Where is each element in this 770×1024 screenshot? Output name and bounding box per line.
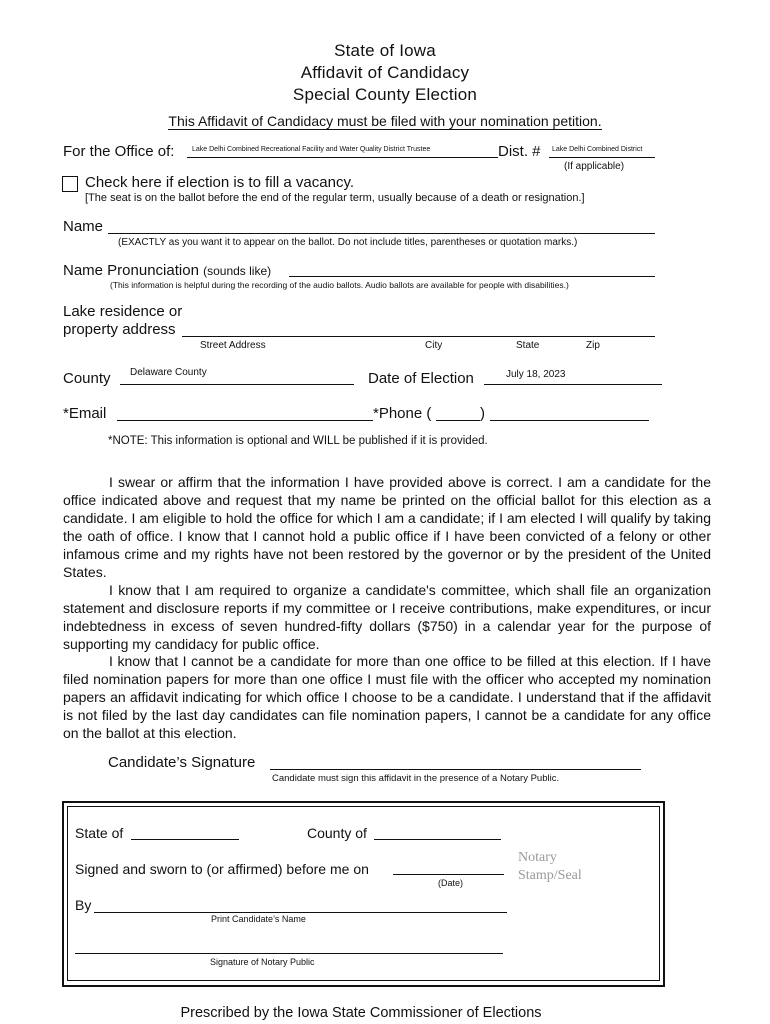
sworn-date-note: (Date) [438, 878, 464, 888]
address-col-city: City [425, 340, 443, 351]
address-col-zip: Zip [586, 340, 600, 351]
form-title-state: State of Iowa [334, 41, 436, 60]
print-candidate-name-field[interactable] [94, 912, 507, 913]
phone-label: *Phone ( [373, 405, 432, 422]
pronunciation-field[interactable] [289, 276, 655, 277]
oath-paragraph-1: I swear or affirm that the information I have provided above is correct. I am a candidate for the office indicated above and request that my name be printed on the official ballot for this election as a candidate. I am eligible to hold the office for which I am a candidate; if I am elected I will qualify by taking the oath of office. I know that I cannot hold a public office if I have been convicted of a felony or other infamous crime and my rights have not been restored by the governor or by the president of the United States. [63, 474, 711, 580]
vacancy-note: [The seat is on the ballot before the end of the regular term, usually because of a death or resignation.] [85, 192, 585, 204]
district-label: Dist. # [498, 143, 541, 160]
vacancy-checkbox[interactable] [62, 176, 78, 192]
name-label: Name [63, 218, 104, 235]
notary-state-label: State of [75, 825, 124, 841]
address-label-line1: Lake residence or [63, 303, 183, 320]
print-name-note: Print Candidate’s Name [211, 914, 306, 924]
name-field[interactable] [108, 233, 655, 234]
filing-instruction: This Affidavit of Candidacy must be filed with your nomination petition. [168, 113, 602, 129]
county-field[interactable]: Delaware County [130, 367, 207, 378]
election-date-line [484, 384, 662, 385]
address-label-line2: property address [63, 321, 176, 338]
pronunciation-note: (This information is helpful during the recording of the audio ballots. Audio ballots are available for people with disabilities.) [110, 280, 569, 290]
election-date-label: Date of Election [368, 370, 474, 387]
phone-paren-close: ) [480, 405, 485, 422]
signature-note: Candidate must sign this affidavit in the presence of a Notary Public. [272, 773, 560, 784]
phone-number-field[interactable] [490, 420, 649, 421]
candidate-signature-field[interactable] [270, 769, 641, 770]
notary-county-label: County of [307, 825, 367, 841]
district-field[interactable]: Lake Delhi Combined District [552, 146, 643, 153]
office-field[interactable]: Lake Delhi Combined Recreational Facility and Water Quality District Trustee [192, 146, 431, 153]
address-field[interactable] [182, 336, 655, 337]
form-title-affidavit: Affidavit of Candidacy [300, 63, 470, 82]
sworn-date-field[interactable] [393, 874, 504, 875]
county-label: County [63, 370, 111, 387]
by-label: By [75, 897, 92, 913]
email-label: *Email [63, 405, 107, 422]
address-col-state: State [516, 340, 540, 351]
signature-label: Candidate’s Signature [108, 754, 256, 771]
notary-signature-field[interactable] [75, 953, 503, 954]
notary-seal-placeholder: Notary Stamp/Seal [518, 850, 582, 883]
office-label: For the Office of: [63, 143, 175, 160]
notary-county-field[interactable] [374, 839, 501, 840]
office-field-line [187, 157, 498, 158]
address-col-street: Street Address [200, 340, 266, 351]
notary-signature-note: Signature of Notary Public [210, 957, 315, 967]
email-field[interactable] [117, 420, 373, 421]
notary-state-field[interactable] [131, 839, 239, 840]
phone-area-code-field[interactable] [436, 420, 480, 421]
sworn-label: Signed and sworn to (or affirmed) before me on [75, 861, 369, 877]
form-title-election: Special County Election [292, 85, 478, 104]
oath-paragraph-2: I know that I am required to organize a candidate's committee, which shall file an organization statement and disclosure reports if my committee or I receive contributions, make expenditures, or incur indebtedness in excess of seven hundred-fifty dollars ($750) in a calendar year for the purpose of supporting my candidacy for public office. [63, 582, 711, 652]
election-date-field[interactable]: July 18, 2023 [506, 369, 566, 380]
optional-info-note: *NOTE: This information is optional and WILL be published if it is provided. [108, 435, 488, 447]
district-field-line [549, 157, 655, 158]
oath-paragraph-3: I know that I cannot be a candidate for more than one office to be filled at this election. If I have filed nomination papers for more than one office I must file with the officer who accepted my nomination papers an affidavit indicating for which office I choose to be a candidate. I understand that if the affidavit is not filed by the last day candidates can file nomination papers, I cannot be a candidate for any office on the ballot at this election. [63, 653, 711, 741]
county-field-line [120, 384, 354, 385]
name-note: (EXACTLY as you want it to appear on the ballot. Do not include titles, parentheses or quotation marks.) [118, 237, 578, 248]
footer-prescribed-by: Prescribed by the Iowa State Commissioner of Elections [180, 1005, 542, 1021]
district-note: (If applicable) [564, 161, 625, 172]
vacancy-label: Check here if election is to fill a vacancy. [85, 174, 355, 191]
pronunciation-label: Name Pronunciation (sounds like) [63, 262, 272, 279]
